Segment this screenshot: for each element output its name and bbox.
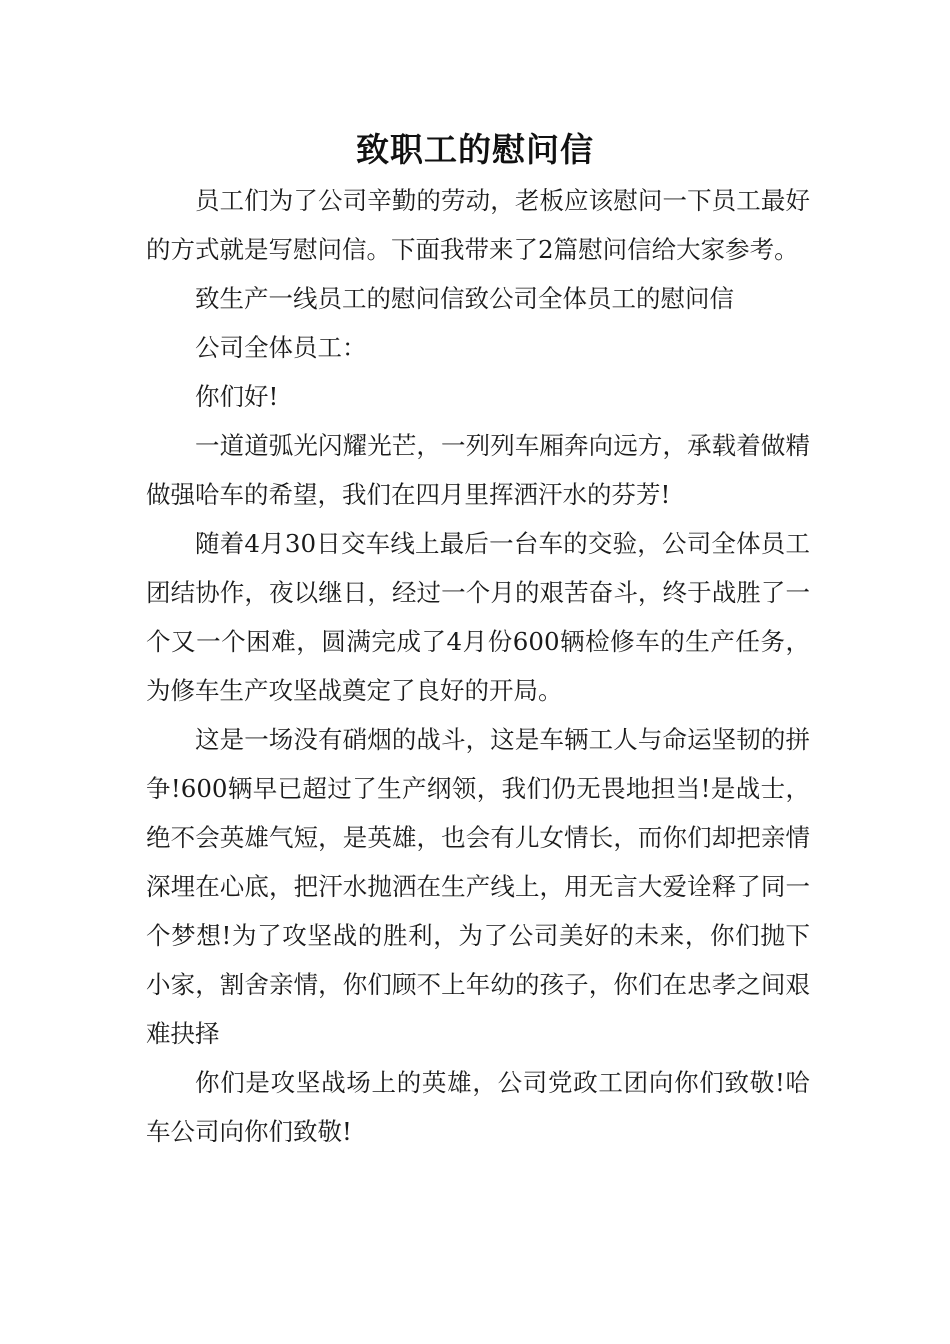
paragraph-opening: 一道道弧光闪耀光芒，一列列车厢奔向远方，承载着做精做强哈车的希望，我们在四月里挥洒汗水的芬芳! [146, 431, 810, 509]
paragraph-tribute: 你们是攻坚战场上的英雄，公司党政工团向你们致敬!哈车公司向你们致敬! [146, 1068, 810, 1146]
paragraph-intro: 员工们为了公司辛勤的劳动，老板应该慰问一下员工最好的方式就是写慰问信。下面我带来了2篇慰问信给大家参考。 [146, 186, 810, 264]
paragraph-subtitles: 致生产一线员工的慰问信致公司全体员工的慰问信 [195, 284, 734, 313]
document-title: 致职工的慰问信 [356, 130, 594, 169]
paragraph-struggle: 这是一场没有硝烟的战斗，这是车辆工人与命运坚韧的拼争!600辆早已超过了生产纲领，我们仍无畏地担当!是战士， 绝不会英雄气短，是英雄，也会有儿女情长，而你们却把亲情深埋在心底，把汗水抛洒在生产线上，用无言大爱诠释了同一个梦想!为了攻坚战的胜利，为了公司美好的未来，你们抛下小家，割舍亲情，你们顾不上年幼的孩子，你们在忠孝之间艰难抉择 [146, 725, 810, 1048]
paragraph-salutation: 公司全体员工： [195, 333, 367, 362]
paragraph-achievement: 随着4月30日交车线上最后一台车的交验，公司全体员工团结协作，夜以继日，经过一个月的艰苦奋斗，终于战胜了一个又一个困难，圆满完成了4月份600辆检修车的生产任务，为修车生产攻坚战奠定了良好的开局。 [146, 529, 810, 705]
document-body [146, 176, 810, 1156]
paragraph-greeting: 你们好! [195, 382, 279, 411]
